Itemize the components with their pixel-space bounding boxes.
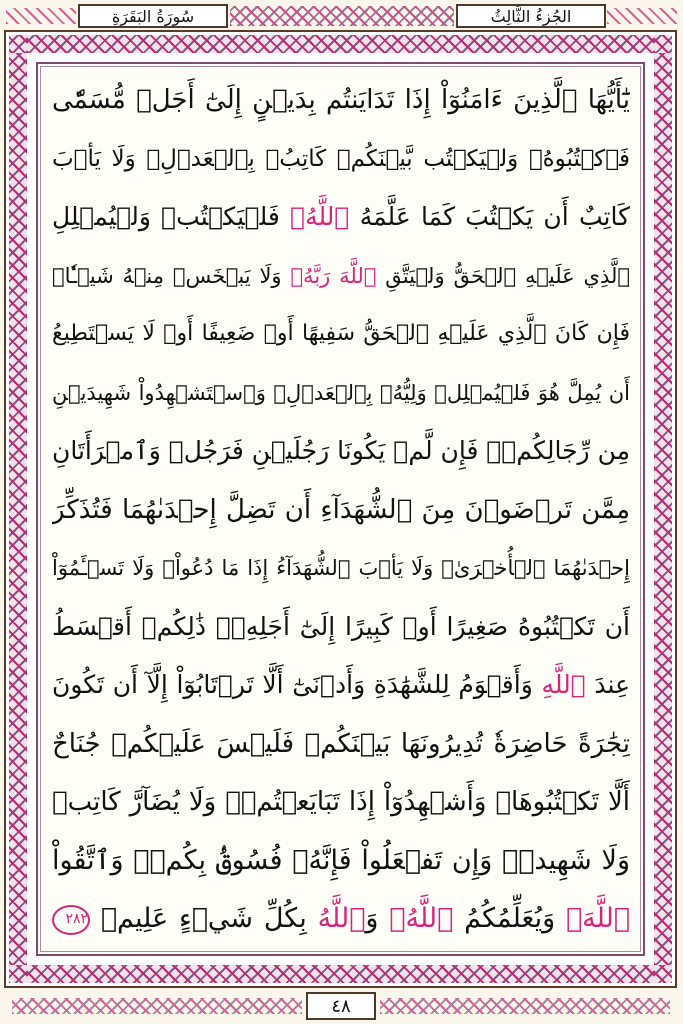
text-line — [52, 831, 630, 891]
text-line — [52, 304, 630, 364]
text-line — [52, 363, 630, 423]
verse-text: تِجَٰرَةً حَاضِرَةٗ تُدِيرُونَهَا بَيۡنَكُمۡ فَلَيۡسَ عَلَيۡكُمۡ جُنَاحٌ — [52, 728, 630, 759]
verse-text: فَلۡيَكۡتُبۡ وَلۡيُمۡلِلِ — [52, 202, 291, 231]
verse-text: بِكُلِّ شَيۡءٍ عَلِيمٞ — [100, 903, 318, 934]
ayah-number-marker: ٢٨٢ — [52, 905, 90, 935]
verse-text: مِن رِّجَالِكُمۡۖ فَإِن لَّمۡ يَكُونَا رَجُلَيۡنِ فَرَجُلٞ وَٱمۡرَأَتَانِ — [52, 436, 630, 465]
page-header — [0, 0, 683, 30]
divine-name-highlight: ٱللَّهُۗ — [389, 903, 454, 934]
verse-text: وَيُعَلِّمُكُمُ — [453, 903, 566, 934]
verse-text: ٱلَّذِي عَلَيۡهِ ٱلۡحَقُّ وَلۡيَتَّقِ — [376, 263, 630, 288]
verse-text: فَٱكۡتُبُوهُۚ وَلۡيَكۡتُب بَّيۡنَكُمۡ كَاتِبُۢ بِٱلۡعَدۡلِۚ وَلَا يَأۡبَ — [52, 145, 630, 172]
surah-name-label: سُورَةُ البَقَرَةِ — [78, 4, 228, 28]
text-line — [52, 538, 630, 598]
verse-text: يَٰٓأَيُّهَا ٱلَّذِينَ ءَامَنُوٓاْ إِذَا تَدَايَنتُم بِدَيۡنٍ إِلَىٰٓ أَجَلٖ مُّسَمّٗى — [52, 85, 630, 115]
text-line — [52, 480, 630, 540]
verse-text: عِندَ — [585, 670, 630, 699]
text-line — [52, 772, 630, 832]
divine-name-highlight: ٱللَّهُ — [317, 903, 366, 934]
text-line — [52, 655, 630, 715]
verse-text: مِمَّن تَرۡضَوۡنَ مِنَ ٱلشُّهَدَآءِ أَن تَضِلَّ إِحۡدَىٰهُمَا فَتُذَكِّرَ — [52, 494, 630, 525]
divine-name-highlight: ٱللَّهَۖ — [565, 903, 630, 934]
verse-text: وَلَا يَبۡخَسۡ مِنۡهُ شَيۡـٔٗاۚ — [52, 263, 291, 288]
text-line — [52, 70, 630, 130]
header-ornament-left — [6, 8, 76, 24]
verse-text: أَن تَكۡتُبُوهُ صَغِيرًا أَوۡ كَبِيرًا إِلَىٰٓ أَجَلِهِۦۚ ذَٰلِكُمۡ أَقۡسَطُ — [52, 611, 630, 641]
quran-text-block — [52, 70, 630, 950]
verse-text: وَأَقۡوَمُ لِلشَّهَٰدَةِ وَأَدۡنَىٰٓ أَلَّا تَرۡتَابُوٓاْ إِلَّآ أَن تَكُونَ — [52, 670, 542, 699]
verse-text: وَ — [365, 903, 390, 934]
juz-name-label: الجُزءُ الثَّالِثُ — [456, 4, 606, 28]
text-line — [52, 187, 630, 247]
verse-text: أَلَّا تَكۡتُبُوهَاۗ وَأَشۡهِدُوٓاْ إِذَا تَبَايَعۡتُمۡۚ وَلَا يُضَآرَّ كَاتِبٞ — [52, 787, 630, 817]
text-line — [52, 889, 630, 949]
text-line — [52, 597, 630, 657]
verse-text: فَإِن كَانَ ٱلَّذِي عَلَيۡهِ ٱلۡحَقُّ سَفِيهًا أَوۡ ضَعِيفًا أَوۡ لَا يَسۡتَطِيعُ — [52, 321, 630, 346]
divine-name-highlight: ٱللَّهُۚ — [290, 202, 350, 231]
header-ornament-right — [607, 8, 677, 24]
verse-text: كَاتِبٌ أَن يَكۡتُبَ كَمَا عَلَّمَهُ — [349, 202, 630, 231]
divine-name-highlight: ٱللَّهِ — [541, 670, 586, 699]
verse-text: أَن يُمِلَّ هُوَ فَلۡيُمۡلِلۡ وَلِيُّهُۥ بِٱلۡعَدۡلِۚ وَٱسۡتَشۡهِدُواْ شَهِيدَيۡنِ — [52, 380, 630, 405]
text-line — [52, 714, 630, 774]
footer-ornament-left — [12, 998, 302, 1014]
verse-text: وَلَا شَهِيدٞۚ وَإِن تَفۡعَلُواْ فَإِنَّهُۥ فُسُوقُۢ بِكُمۡۗ وَٱتَّقُواْ — [52, 844, 630, 876]
page-number: ٤٨ — [306, 992, 376, 1020]
verse-text: إِحۡدَىٰهُمَا ٱلۡأُخۡرَىٰۚ وَلَا يَأۡبَ ٱلشُّهَدَآءُ إِذَا مَا دُعُواْۚ وَلَا تَسۡـَٔمُوٓاْ — [52, 556, 630, 580]
text-line — [52, 421, 630, 481]
divine-name-highlight: ٱللَّهَ رَبَّهُۥ — [290, 263, 377, 288]
header-ornament-center — [230, 6, 454, 26]
text-line — [52, 129, 630, 189]
page-footer — [0, 990, 683, 1024]
footer-ornament-right — [380, 998, 670, 1014]
text-line — [52, 246, 630, 306]
